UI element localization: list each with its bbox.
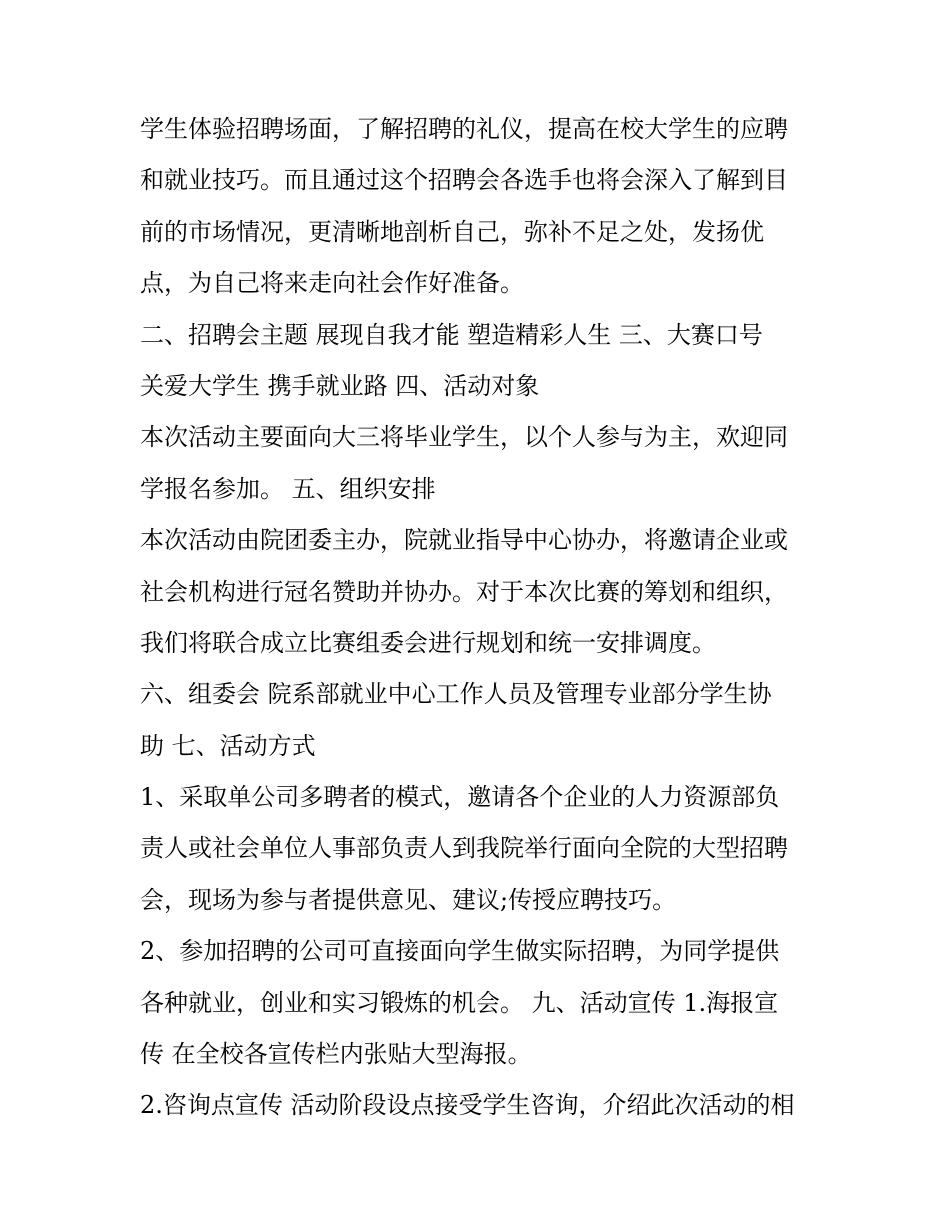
text-line: 前的市场情况，更清晰地剖析自己，弥补不足之处，发扬优	[140, 217, 764, 246]
list-item-line: 会，现场为参与者提供意见、建议;传授应聘技巧。	[140, 885, 677, 914]
list-item-line: 2.咨询点宣传 活动阶段设点接受学生咨询，介绍此次活动的相	[140, 1091, 795, 1120]
list-item-line: 传 在全校各宣传栏内张贴大型海报。	[140, 1040, 532, 1069]
list-item-line: 各种就业，创业和实习锻炼的机会。 九、活动宣传 1.海报宣	[140, 988, 779, 1017]
text-line: 学生体验招聘场面，了解招聘的礼仪，提高在校大学生的应聘	[140, 115, 788, 143]
section-heading-line: 关爱大学生 携手就业路 四、活动对象	[140, 371, 540, 400]
text-line: 社会机构进行冠名赞助并协办。对于本次比赛的筹划和组织，	[140, 577, 788, 606]
list-item-line: 2、参加招聘的公司可直接面向学生做实际招聘，为同学提供	[140, 937, 780, 966]
list-item-line: 责人或社会单位人事部负责人到我院举行面向全院的大型招聘	[140, 834, 788, 863]
section-heading-line: 助 七、活动方式	[140, 731, 316, 760]
section-heading-line: 二、招聘会主题 展现自我才能 塑造精彩人生 三、大赛口号	[140, 320, 763, 349]
document-body	[140, 104, 830, 1132]
list-item-line: 1、采取单公司多聘者的模式，邀请各个企业的人力资源部负	[140, 783, 780, 812]
section-heading-line: 六、组委会 院系部就业中心工作人员及管理专业部分学生协	[140, 680, 772, 709]
text-line: 本次活动主要面向大三将毕业学生，以个人参与为主，欢迎同	[140, 423, 788, 452]
section-heading-line: 学报名参加。 五、组织安排	[140, 474, 436, 503]
text-line: 点，为自己将来走向社会作好准备。	[140, 269, 524, 298]
text-line: 我们将联合成立比赛组委会进行规划和统一安排调度。	[140, 628, 716, 657]
text-line: 和就业技巧。而且通过这个招聘会各选手也将会深入了解到目	[140, 166, 788, 195]
text-line: 本次活动由院团委主办，院就业指导中心协办，将邀请企业或	[140, 526, 788, 555]
